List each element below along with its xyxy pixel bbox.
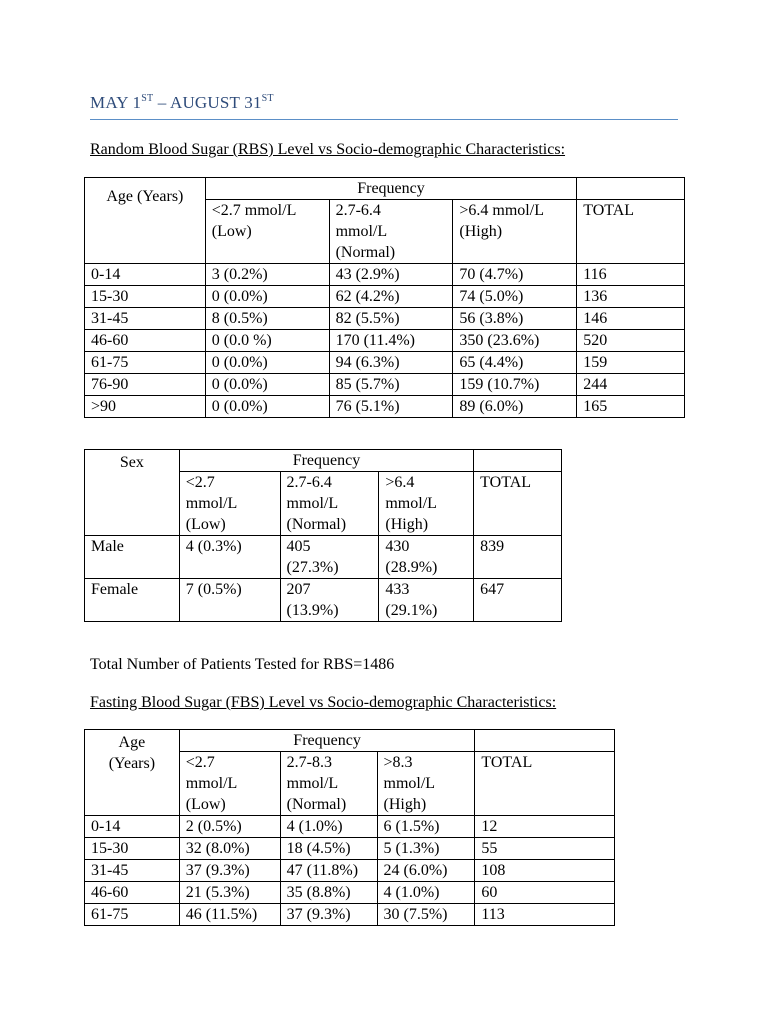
table-cell: 8 (0.5%) — [205, 308, 329, 330]
table-cell: 0-14 — [85, 264, 206, 286]
table-cell: 136 — [577, 286, 685, 308]
col-header-low: <2.7 mmol/L (Low) — [205, 200, 329, 264]
table-cell: 207 (13.9%) — [280, 579, 379, 622]
table-cell: 85 (5.7%) — [329, 374, 453, 396]
table-cell: 3 (0.2%) — [205, 264, 329, 286]
table-cell: Female — [85, 579, 180, 622]
table-cell: 520 — [577, 330, 685, 352]
table-cell: 37 (9.3%) — [179, 860, 280, 882]
table-row — [85, 838, 615, 860]
table-cell: 70 (4.7%) — [453, 264, 577, 286]
table-cell: 18 (4.5%) — [280, 838, 377, 860]
table-cell: 94 (6.3%) — [329, 352, 453, 374]
heading-rule — [90, 119, 678, 120]
table-row — [85, 882, 615, 904]
table-cell: 4 (0.3%) — [179, 536, 280, 579]
row-header-age: Age (Years) — [85, 178, 206, 264]
fbs-section-title: Fasting Blood Sugar (FBS) Level vs Socio-demographic Characteristics: — [90, 694, 557, 711]
table-cell: 21 (5.3%) — [179, 882, 280, 904]
table-cell: 839 — [474, 536, 562, 579]
table-cell: 108 — [475, 860, 615, 882]
table-row — [85, 330, 685, 352]
blank-header-cell — [577, 178, 685, 200]
table-cell: 89 (6.0%) — [453, 396, 577, 418]
col-header-total: TOTAL — [475, 752, 615, 816]
table-row — [85, 374, 685, 396]
rbs-section-title: Random Blood Sugar (RBS) Level vs Socio-demographic Characteristics: — [90, 141, 566, 158]
table-cell: 146 — [577, 308, 685, 330]
rbs-age-table — [84, 177, 685, 418]
table-cell: 5 (1.3%) — [377, 838, 475, 860]
table-cell: 165 — [577, 396, 685, 418]
table-cell: 31-45 — [85, 308, 206, 330]
table-cell: 46-60 — [85, 330, 206, 352]
page-heading: MAY 1ST – AUGUST 31ST — [90, 93, 274, 112]
table-cell: 62 (4.2%) — [329, 286, 453, 308]
table-row — [85, 860, 615, 882]
table-cell: 61-75 — [85, 352, 206, 374]
table-cell: 4 (1.0%) — [280, 816, 377, 838]
table-cell: 0 (0.0%) — [205, 352, 329, 374]
table-cell: 116 — [577, 264, 685, 286]
table-cell: 56 (3.8%) — [453, 308, 577, 330]
table-cell: 32 (8.0%) — [179, 838, 280, 860]
col-header-normal: 2.7-6.4 mmol/L (Normal) — [280, 472, 379, 536]
table-cell: >90 — [85, 396, 206, 418]
table-cell: 12 — [475, 816, 615, 838]
table-cell: 170 (11.4%) — [329, 330, 453, 352]
table-cell: 0 (0.0%) — [205, 286, 329, 308]
col-header-normal: 2.7-6.4 mmol/L (Normal) — [329, 200, 453, 264]
table-cell: 0-14 — [85, 816, 180, 838]
table-cell: 0 (0.0%) — [205, 374, 329, 396]
table-cell: 159 — [577, 352, 685, 374]
col-header-low: <2.7 mmol/L (Low) — [179, 752, 280, 816]
frequency-header: Frequency — [179, 730, 475, 752]
table-row — [85, 352, 685, 374]
blank-header-cell — [475, 730, 615, 752]
table-cell: 433 (29.1%) — [379, 579, 474, 622]
col-header-high: >6.4 mmol/L (High) — [379, 472, 474, 536]
table-row — [85, 264, 685, 286]
table-cell: 0 (0.0 %) — [205, 330, 329, 352]
table-cell: 244 — [577, 374, 685, 396]
table-cell: 7 (0.5%) — [179, 579, 280, 622]
fbs-age-table — [84, 729, 615, 926]
table-cell: 35 (8.8%) — [280, 882, 377, 904]
rbs-total-patients: Total Number of Patients Tested for RBS=1486 — [90, 656, 395, 673]
col-header-high: >8.3 mmol/L (High) — [377, 752, 475, 816]
table-cell: 15-30 — [85, 838, 180, 860]
table-row — [85, 904, 615, 926]
table-row — [85, 536, 562, 579]
table-cell: 647 — [474, 579, 562, 622]
table-cell: 76-90 — [85, 374, 206, 396]
table-cell: 430 (28.9%) — [379, 536, 474, 579]
table-cell: 65 (4.4%) — [453, 352, 577, 374]
table-cell: 46 (11.5%) — [179, 904, 280, 926]
table-cell: 60 — [475, 882, 615, 904]
table-cell: 0 (0.0%) — [205, 396, 329, 418]
table-cell: 159 (10.7%) — [453, 374, 577, 396]
row-header-age: Age (Years) — [85, 730, 180, 816]
table-row — [85, 816, 615, 838]
table-cell: 47 (11.8%) — [280, 860, 377, 882]
table-cell: 30 (7.5%) — [377, 904, 475, 926]
table-cell: 350 (23.6%) — [453, 330, 577, 352]
table-cell: 46-60 — [85, 882, 180, 904]
table-cell: 113 — [475, 904, 615, 926]
frequency-header: Frequency — [205, 178, 576, 200]
table-cell: 76 (5.1%) — [329, 396, 453, 418]
table-cell: Male — [85, 536, 180, 579]
col-header-high: >6.4 mmol/L (High) — [453, 200, 577, 264]
col-header-normal: 2.7-8.3 mmol/L (Normal) — [280, 752, 377, 816]
table-cell: 55 — [475, 838, 615, 860]
table-cell: 6 (1.5%) — [377, 816, 475, 838]
table-row — [85, 308, 685, 330]
table-cell: 74 (5.0%) — [453, 286, 577, 308]
frequency-header: Frequency — [179, 450, 473, 472]
row-header-sex: Sex — [85, 450, 180, 536]
col-header-low: <2.7 mmol/L (Low) — [179, 472, 280, 536]
table-cell: 61-75 — [85, 904, 180, 926]
table-cell: 31-45 — [85, 860, 180, 882]
table-cell: 2 (0.5%) — [179, 816, 280, 838]
table-row — [85, 579, 562, 622]
col-header-total: TOTAL — [474, 472, 562, 536]
blank-header-cell — [474, 450, 562, 472]
table-row — [85, 396, 685, 418]
table-cell: 405 (27.3%) — [280, 536, 379, 579]
table-cell: 15-30 — [85, 286, 206, 308]
table-cell: 37 (9.3%) — [280, 904, 377, 926]
table-cell: 4 (1.0%) — [377, 882, 475, 904]
table-row — [85, 286, 685, 308]
rbs-sex-table — [84, 449, 562, 622]
table-cell: 82 (5.5%) — [329, 308, 453, 330]
col-header-total: TOTAL — [577, 200, 685, 264]
table-cell: 24 (6.0%) — [377, 860, 475, 882]
table-cell: 43 (2.9%) — [329, 264, 453, 286]
